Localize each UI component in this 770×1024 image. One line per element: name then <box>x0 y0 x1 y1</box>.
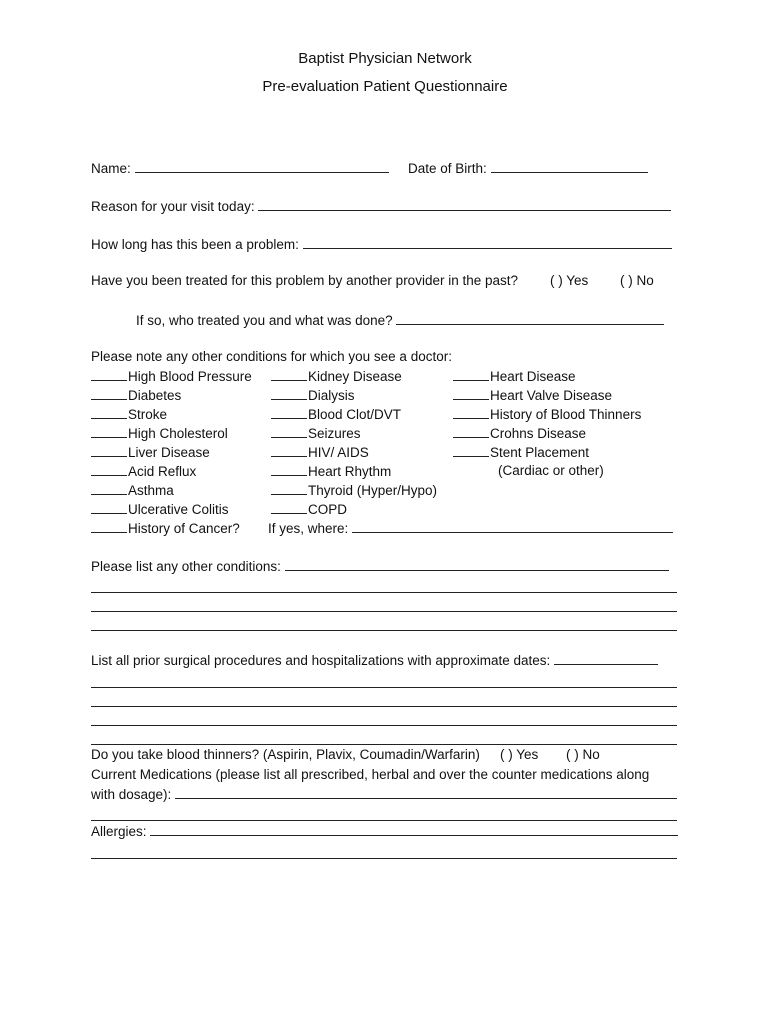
condition-item[interactable]: Heart Valve Disease <box>453 387 612 404</box>
answer-line[interactable] <box>91 820 677 821</box>
condition-item[interactable]: High Blood Pressure <box>91 368 252 385</box>
surgical-label: List all prior surgical procedures and hospitalizations with approximate dates: <box>91 653 551 668</box>
checkbox-blank[interactable] <box>91 520 127 533</box>
checkbox-blank[interactable] <box>453 406 489 419</box>
treated-no-option[interactable]: ( ) No <box>620 273 654 288</box>
checkbox-blank[interactable] <box>271 425 307 438</box>
answer-line[interactable] <box>91 630 677 631</box>
how-long-label: How long has this been a problem: <box>91 237 299 252</box>
checkbox-blank[interactable] <box>271 387 307 400</box>
checkbox-blank[interactable] <box>91 387 127 400</box>
condition-item[interactable]: Crohns Disease <box>453 425 586 442</box>
checkbox-blank[interactable] <box>453 387 489 400</box>
blood-thinners-question: Do you take blood thinners? (Aspirin, Plavix, Coumadin/Warfarin) <box>91 747 480 762</box>
reason-label: Reason for your visit today: <box>91 199 255 214</box>
answer-line[interactable] <box>91 611 677 612</box>
who-treated-label: If so, who treated you and what was done? <box>136 313 393 328</box>
medications-label-line1: Current Medications (please list all prescribed, herbal and over the counter medications along <box>91 767 650 782</box>
name-field[interactable] <box>135 160 389 173</box>
other-conditions-label: Please list any other conditions: <box>91 559 281 574</box>
how-long-row <box>91 236 672 253</box>
answer-line[interactable] <box>91 687 677 688</box>
condition-item[interactable]: Kidney Disease <box>271 368 402 385</box>
form-subtitle: Pre-evaluation Patient Questionnaire <box>262 78 508 95</box>
checkbox-blank[interactable] <box>271 444 307 457</box>
reason-field[interactable] <box>258 198 671 211</box>
condition-item[interactable]: Heart Rhythm <box>271 463 391 480</box>
condition-item[interactable]: Ulcerative Colitis <box>91 501 229 518</box>
checkbox-blank[interactable] <box>91 463 127 476</box>
checkbox-blank[interactable] <box>91 501 127 514</box>
other-conditions-row <box>91 558 669 575</box>
name-row <box>91 160 389 177</box>
condition-item[interactable]: History of Blood Thinners <box>453 406 641 423</box>
condition-item[interactable]: COPD <box>271 501 347 518</box>
checkbox-blank[interactable] <box>453 425 489 438</box>
cancer-where-label: If yes, where: <box>268 521 349 536</box>
reason-row <box>91 198 671 215</box>
who-treated-row <box>136 312 664 329</box>
treated-question: Have you been treated for this problem by another provider in the past? <box>91 273 519 288</box>
medications-label-line2: with dosage): <box>91 787 172 802</box>
condition-item[interactable]: Liver Disease <box>91 444 210 461</box>
blood-thinners-no-option[interactable]: ( ) No <box>566 747 600 762</box>
answer-line[interactable] <box>91 592 677 593</box>
conditions-intro: Please note any other conditions for which you see a doctor: <box>91 349 452 364</box>
condition-item[interactable]: Heart Disease <box>453 368 576 385</box>
checkbox-blank[interactable] <box>91 368 127 381</box>
name-label: Name: <box>91 161 131 176</box>
other-conditions-field[interactable] <box>285 558 669 571</box>
condition-item[interactable]: History of Cancer? <box>91 520 240 537</box>
answer-line[interactable] <box>91 706 677 707</box>
allergies-label: Allergies: <box>91 824 147 839</box>
stent-note: (Cardiac or other) <box>498 463 604 478</box>
checkbox-blank[interactable] <box>271 406 307 419</box>
allergies-field[interactable] <box>150 823 678 836</box>
condition-item[interactable]: Seizures <box>271 425 361 442</box>
condition-item[interactable]: Stroke <box>91 406 167 423</box>
checkbox-blank[interactable] <box>91 482 127 495</box>
allergies-row <box>91 823 678 840</box>
condition-item[interactable]: HIV/ AIDS <box>271 444 369 461</box>
dob-row <box>408 160 648 177</box>
checkbox-blank[interactable] <box>271 463 307 476</box>
surgical-row <box>91 652 658 669</box>
checkbox-blank[interactable] <box>453 444 489 457</box>
medications-row <box>91 786 677 803</box>
condition-item[interactable]: Blood Clot/DVT <box>271 406 401 423</box>
condition-item[interactable]: Diabetes <box>91 387 181 404</box>
checkbox-blank[interactable] <box>271 482 307 495</box>
cancer-where-field[interactable] <box>352 520 673 533</box>
condition-item[interactable]: Stent Placement <box>453 444 589 461</box>
who-treated-field[interactable] <box>396 312 664 325</box>
answer-line[interactable] <box>91 744 677 745</box>
cancer-where-row <box>268 520 673 537</box>
medications-field[interactable] <box>175 786 677 799</box>
answer-line[interactable] <box>91 725 677 726</box>
checkbox-blank[interactable] <box>91 425 127 438</box>
answer-line[interactable] <box>91 858 677 859</box>
condition-item[interactable]: Asthma <box>91 482 174 499</box>
condition-item[interactable]: High Cholesterol <box>91 425 228 442</box>
checkbox-blank[interactable] <box>91 406 127 419</box>
treated-yes-option[interactable]: ( ) Yes <box>550 273 589 288</box>
checkbox-blank[interactable] <box>271 368 307 381</box>
blood-thinners-yes-option[interactable]: ( ) Yes <box>500 747 539 762</box>
condition-item[interactable]: Thyroid (Hyper/Hypo) <box>271 482 437 499</box>
condition-item[interactable]: Acid Reflux <box>91 463 196 480</box>
form-title: Baptist Physician Network <box>298 50 472 67</box>
checkbox-blank[interactable] <box>91 444 127 457</box>
checkbox-blank[interactable] <box>271 501 307 514</box>
dob-label: Date of Birth: <box>408 161 487 176</box>
how-long-field[interactable] <box>303 236 672 249</box>
surgical-field[interactable] <box>554 652 658 665</box>
dob-field[interactable] <box>491 160 648 173</box>
checkbox-blank[interactable] <box>453 368 489 381</box>
condition-item[interactable]: Dialysis <box>271 387 355 404</box>
